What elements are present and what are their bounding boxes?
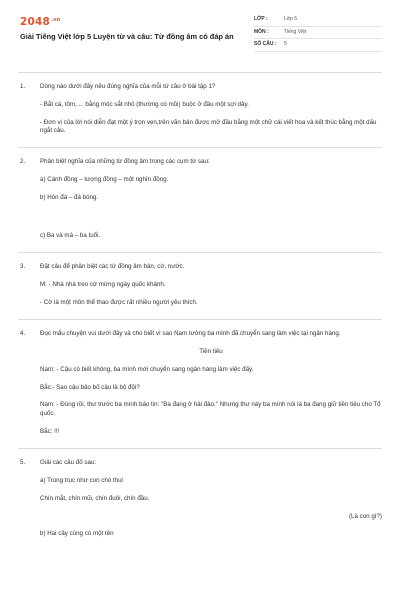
meta-row-subject <box>254 27 382 40</box>
meta-table <box>254 14 382 52</box>
meta-key: SỐ CÂU : <box>254 41 277 48</box>
logo-text: 2048 <box>20 16 51 28</box>
meta-key: LỚP : <box>254 16 268 23</box>
question-list <box>0 72 400 548</box>
question-item <box>0 459 400 539</box>
divider <box>18 252 382 253</box>
question-item <box>0 158 400 239</box>
question-line: b) Hai cây cùng có một tên <box>40 530 114 538</box>
divider <box>18 319 382 320</box>
question-number: 1. <box>20 83 26 90</box>
question-line: - Bắt cá, tôm, ... bằng móc sắt nhỏ (thường có mồi) buộc ở đầu một sợi dây. <box>40 100 249 108</box>
logo-suffix: .vn <box>51 16 61 23</box>
divider <box>18 72 382 73</box>
meta-key: MÔN : <box>254 28 269 35</box>
question-number: 3. <box>20 262 26 270</box>
meta-value: Lớp 5 <box>284 16 298 23</box>
question-line <box>40 212 382 222</box>
question-text: Giải các câu đố sau: <box>40 458 97 466</box>
document-header <box>0 0 400 66</box>
question-line: - Cờ là một môn thể thao được rất nhiều người yêu thích. <box>40 298 198 306</box>
divider <box>18 147 382 148</box>
question-text: Đặt câu để phân biệt các từ đồng âm bàn, cờ, nước. <box>40 262 185 270</box>
meta-row-count <box>254 39 382 52</box>
divider <box>18 448 382 449</box>
question-line: - Đơn vị của lời nói diễn đạt một ý trọn vẹn,trên văn bản được mở đầu bằng một chữ cái viết hoa và kết thúc bằng một dấu ngắt câu. <box>40 118 377 135</box>
site-logo[interactable] <box>20 15 60 29</box>
question-item <box>0 83 400 135</box>
question-number: 4. <box>20 329 26 337</box>
question-line: (Là con gì?) <box>348 512 382 520</box>
question-line: Chín mắt, chín mũi, chín đuôi, chín đầu. <box>40 494 150 502</box>
story-title: Tiền tiêu <box>199 347 223 355</box>
question-line: c) Ba và má – ba tuổi. <box>40 231 101 239</box>
question-text: Đọc mẩu chuyện vui dưới đây và cho biết vì sao Nam tưởng ba mình đã chuyển sang làm việc tại ngân hàng. <box>40 329 341 337</box>
meta-row-grade <box>254 14 382 27</box>
question-item <box>0 263 400 307</box>
question-line: a) Trùng trục như con chó thui <box>40 476 123 484</box>
question-line: M: - Nhà nhà treo cờ mừng ngày quốc khánh. <box>40 280 166 288</box>
question-line: a) Cánh đồng – tượng đồng – một nghìn đồng. <box>40 176 169 184</box>
question-line: Nam: - Cậu có biết không, ba mình mới chuyển sang ngân hàng làm việc đấy. <box>40 365 254 373</box>
document-title: Giải Tiếng Việt lớp 5 Luyện từ và câu: Từ đồng âm có đáp án <box>20 32 234 41</box>
question-line: Bắc:- Sao cậu bảo bố cậu là bộ đội? <box>40 383 140 391</box>
question-item <box>0 330 400 436</box>
question-line: Nam: - Đúng rồi, thư trước ba mình báo tin: "Ba đang ở hải đảo." Nhưng thư này ba mình nói là ba đang giữ tiền tiêu cho Tổ quốc. <box>40 401 381 417</box>
question-line: Bắc: !!! <box>40 427 60 435</box>
question-text: Dòng nào dưới đây nêu đúng nghĩa của mỗi từ câu ở bài tập 1? <box>40 83 216 90</box>
question-line: b) Hòn đá – đá bóng. <box>40 194 99 202</box>
meta-value: Tiếng Việt <box>284 28 307 35</box>
meta-value: 5 <box>284 41 287 48</box>
question-number: 5. <box>20 458 26 466</box>
question-number: 2. <box>20 158 26 166</box>
question-text: Phân biệt nghĩa của những từ đồng âm trong các cụm từ sau: <box>40 158 210 166</box>
